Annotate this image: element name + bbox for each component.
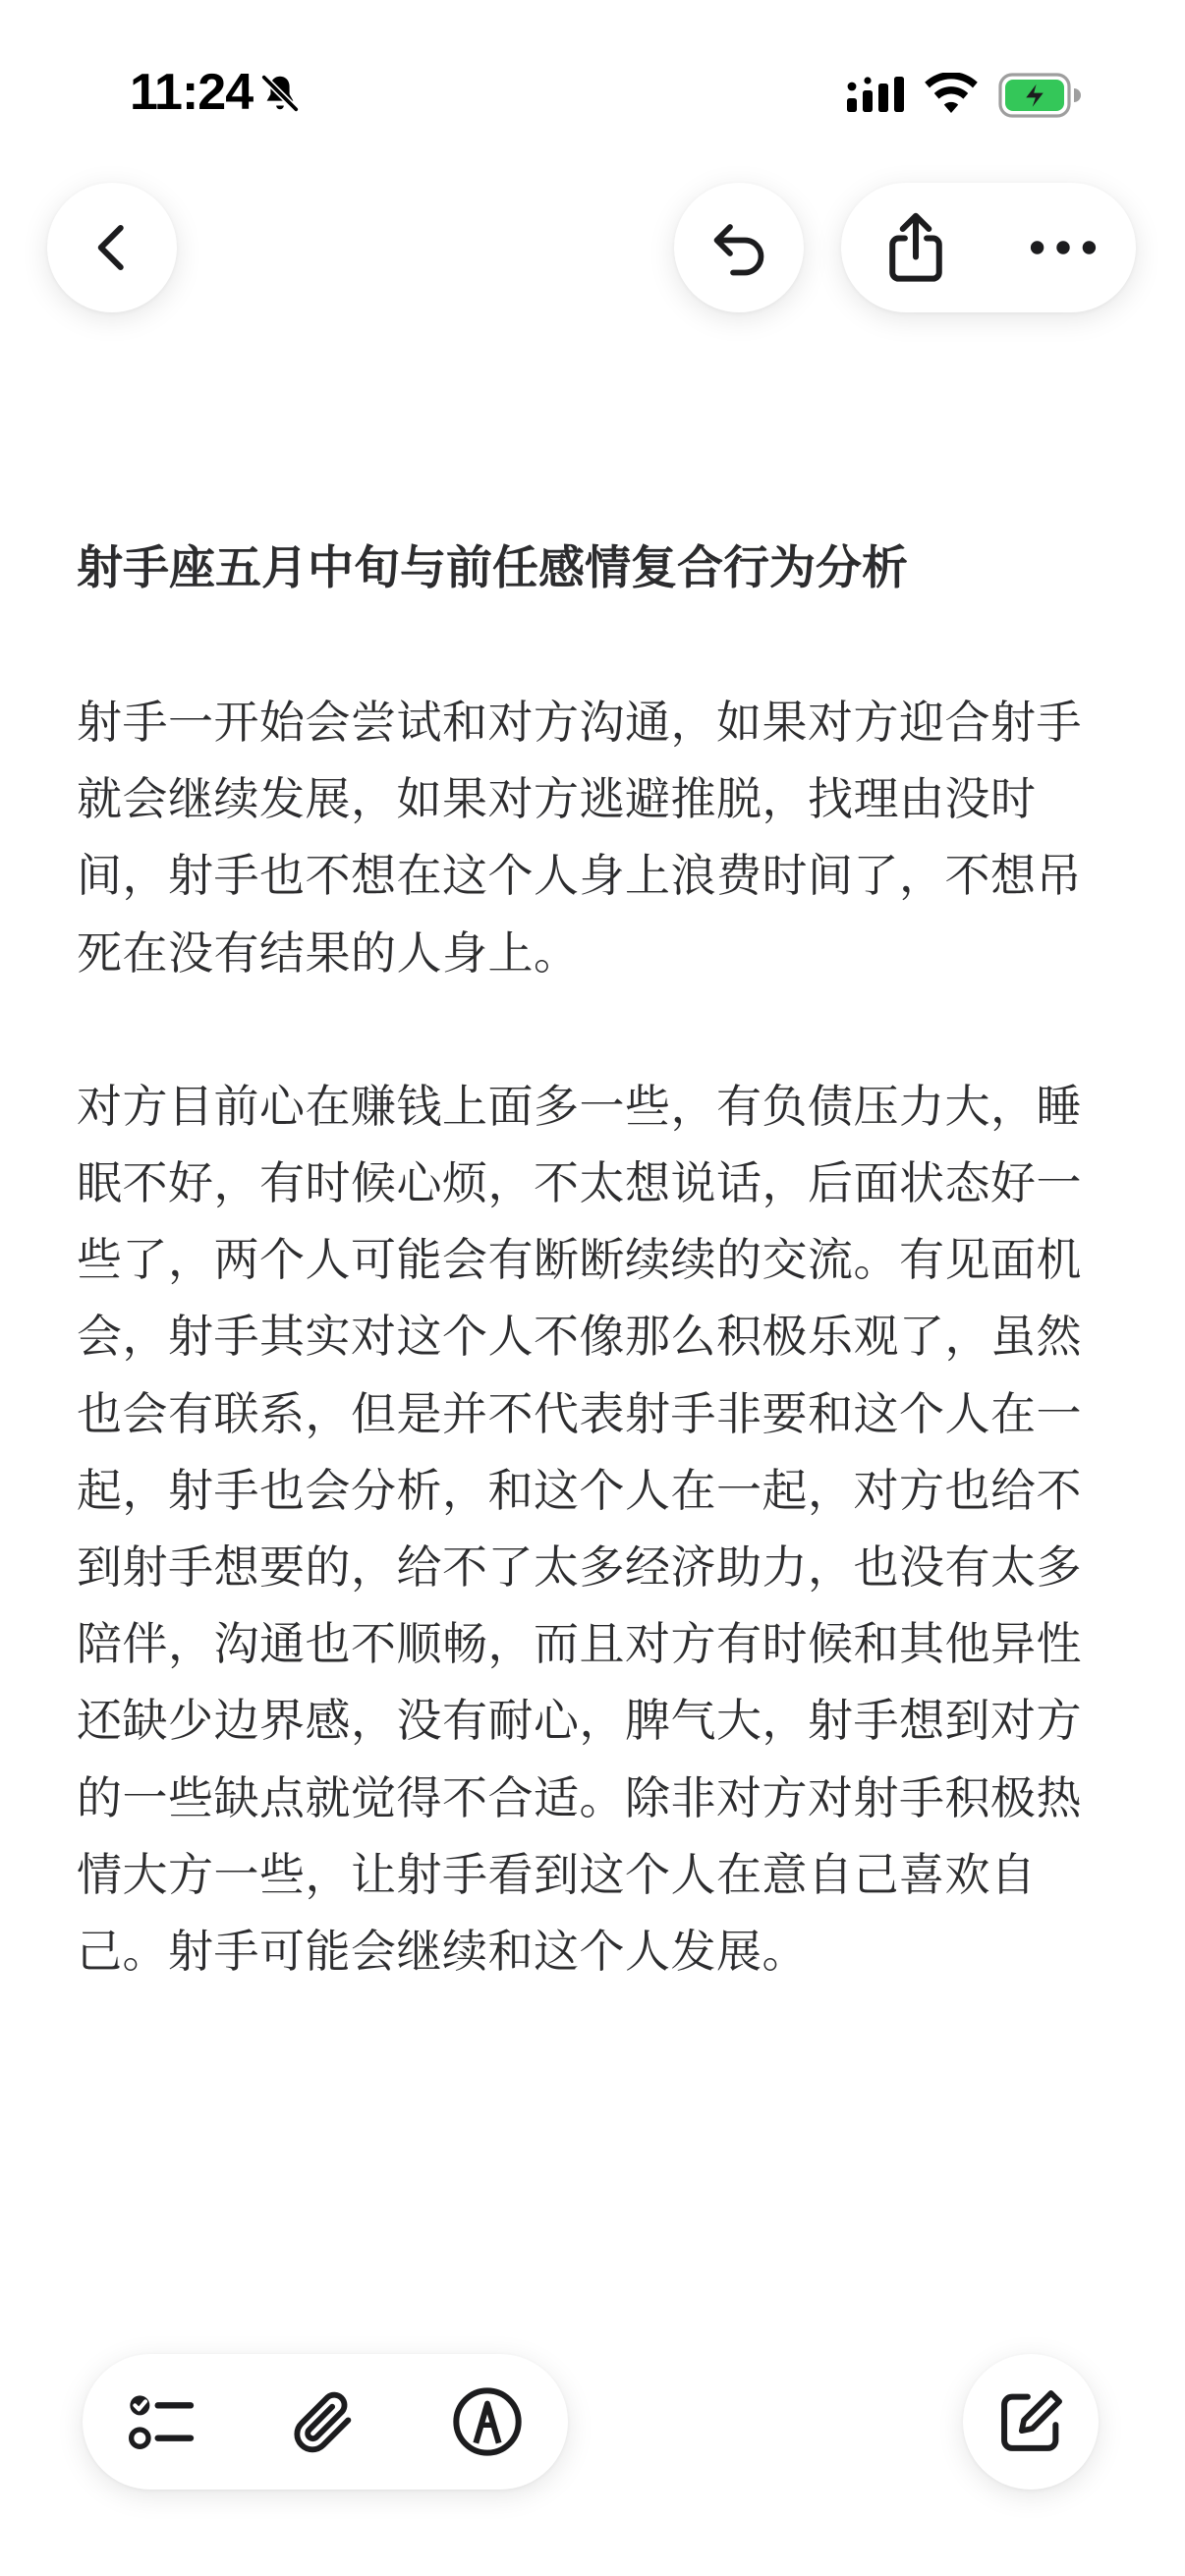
note-body[interactable] [77, 531, 1108, 1989]
note-paragraph-1[interactable]: 射手一开始会尝试和对方沟通，如果对方迎合射手就会继续发展，如果对方逃避推脱，找理由没时间，射手也不想在这个人身上浪费时间了，不想吊死在没有结果的人身上。 [77, 696, 1082, 980]
share-icon [878, 208, 953, 287]
undo-button[interactable] [674, 183, 804, 312]
attachment-button[interactable] [281, 2379, 367, 2465]
chevron-left-icon [83, 218, 141, 277]
status-time: 11:24 [130, 64, 254, 121]
checklist-button[interactable] [118, 2379, 204, 2465]
ellipsis-icon [1028, 236, 1099, 259]
markup-pen-icon [448, 2382, 527, 2461]
share-button[interactable] [871, 204, 961, 291]
paperclip-icon [286, 2383, 363, 2460]
note-paragraph-2[interactable]: 对方目前心在赚钱上面多一些，有负债压力大，睡眠不好，有时候心烦，不太想说话，后面状态好一些了，两个人可能会有断断续续的交流。有见面机会，射手其实对这个人不像那么积极乐观了，虽然也会有联系，但是并不代表射手非要和这个人在一起，射手也会分析，和这个人在一起，对方也给不到射手想要的，给不了太多经济助力，也没有太多陪伴，沟通也不顺畅，而且对方有时候和其他异性还缺少边界感，没有耐心，脾气大，射手想到对方的一些缺点就觉得不合适。除非对方对射手积极热情大方一些，让射手看到这个人在意自己喜欢自己。射手可能会继续和这个人发展。 [77, 1079, 1082, 1979]
wifi-icon [924, 73, 979, 116]
checklist-icon [122, 2382, 200, 2461]
markup-button[interactable] [444, 2379, 531, 2465]
bell-slash-icon [257, 71, 303, 116]
actions-group [841, 183, 1136, 312]
battery-charging-icon [998, 73, 1081, 118]
compose-icon [993, 2384, 1068, 2459]
status-bar [0, 0, 1185, 177]
note-title[interactable]: 射手座五月中旬与前任感情复合行为分析 [77, 541, 908, 595]
bottom-toolbar [83, 2354, 568, 2490]
compose-button[interactable] [963, 2354, 1099, 2490]
cellular-signal-icon [847, 77, 908, 116]
more-button[interactable] [1018, 204, 1108, 291]
undo-icon [704, 212, 774, 283]
back-button[interactable] [47, 183, 177, 312]
